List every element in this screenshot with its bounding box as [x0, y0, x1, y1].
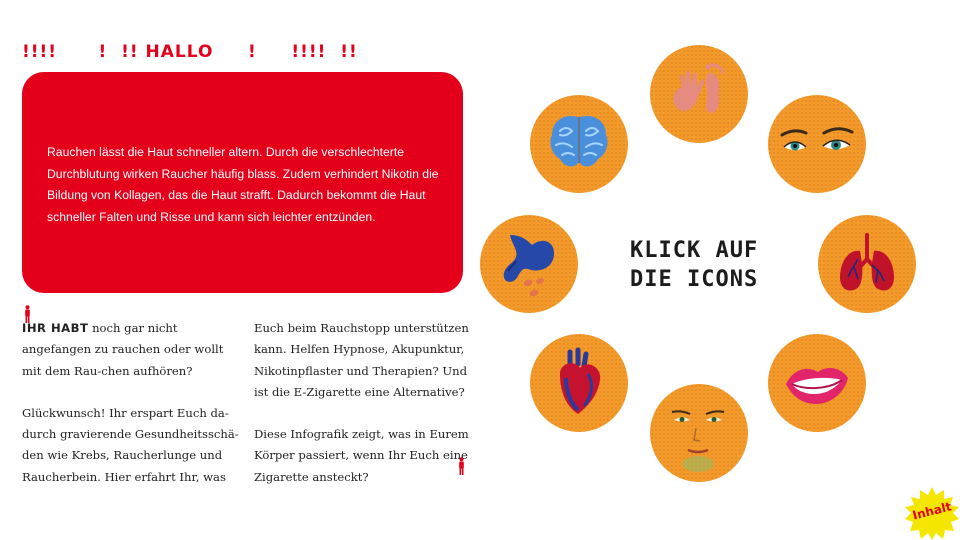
intro-box [22, 72, 463, 293]
page-headline: !!!! ! !! HALLO ! !!!! !! [22, 42, 358, 62]
hand-foot-button[interactable] [650, 45, 748, 143]
body-column-right [254, 318, 469, 509]
inhalt-button[interactable] [903, 486, 960, 540]
face-skin-icon [650, 384, 748, 482]
body-text: noch gar nicht angefangen zu rauchen oder wollt mit dem Rau-chen aufhören? [22, 321, 224, 378]
body-paragraph: Euch beim Rauchstopp unterstützen kann. Helfen Hypnose, Akupunktur, Nikotinpflaster und Therapien? Und ist die E-Zigarette eine Alternative? [254, 321, 469, 399]
instruction-line: KLICK AUF [630, 238, 759, 263]
face-skin-button[interactable] [650, 384, 748, 482]
heart-icon [530, 334, 628, 432]
heart-button[interactable] [530, 334, 628, 432]
instruction-line: DIE ICONS [630, 267, 759, 292]
stomach-icon [480, 215, 578, 313]
stomach-button[interactable] [480, 215, 578, 313]
hand-foot-icon [650, 45, 748, 143]
icon-menu-instruction [630, 236, 758, 294]
mouth-icon [768, 334, 866, 432]
brain-button[interactable] [530, 95, 628, 193]
intro-text: Rauchen lässt die Haut schneller altern. Durch die verschlechterte Durchblutung wirken Raucher häufig blass. Zudem verhindert Nikotin die Bildung von Kollagen, das die Haut strafft. Dadurch bekommt die Haut schneller Falten und Risse und kann sich leichter entzünden. [47, 145, 439, 224]
body-paragraph: Diese Infografik zeigt, was in Eurem Körper passiert, wenn Ihr Euch eine Zigarette ansteckt? [254, 427, 469, 484]
eyes-button[interactable] [768, 95, 866, 193]
lungs-button[interactable] [818, 215, 916, 313]
body-column-left [22, 318, 244, 509]
body-paragraph: Glückwunsch! Ihr erspart Euch da-durch gravierende Gesundheitsschä-den wie Krebs, Raucherlunge und Raucherbein. Hier erfahrt Ihr, was [22, 405, 239, 484]
mouth-button[interactable] [768, 334, 866, 432]
eyes-icon [768, 95, 866, 193]
brain-icon [530, 95, 628, 193]
inhalt-label: Inhalt [911, 499, 953, 523]
body-paragraph [22, 318, 244, 382]
lungs-icon [818, 215, 916, 313]
lead-text: IHR HABT [22, 321, 89, 335]
